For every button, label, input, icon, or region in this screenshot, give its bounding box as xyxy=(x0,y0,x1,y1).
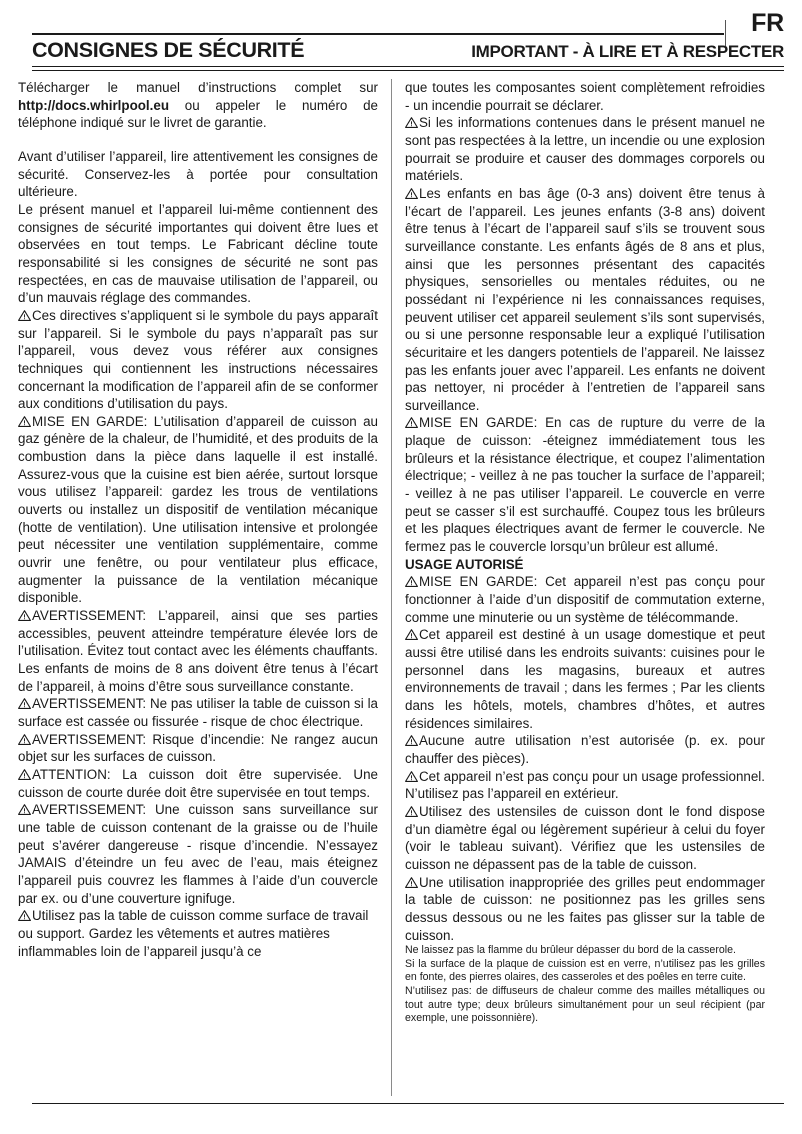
paragraph-cooling-continued: que toutes les composantes soient complètement refroidies - un incendie pourrait se déclarer. xyxy=(405,80,765,113)
left-column xyxy=(18,79,389,1096)
smallprint-heat-diffusers: N’utilisez pas: de diffuseurs de chaleur comme des mailles métalliques ou tout autre type; deux brûleurs simultanément pour un seul récipient (par exemple, une poissonnière). xyxy=(405,984,765,1025)
paragraph-hot-surfaces xyxy=(18,607,378,695)
warning-triangle-icon xyxy=(405,188,418,199)
paragraph-worktop-use xyxy=(18,907,378,960)
gas-warning-text: MISE EN GARDE: L’utilisation d’appareil de cuisson au gaz génère de la chaleur, de l’humidité, et des produits de la combustion dans la pièce dans laquelle il est installé. Assurez-vous que la cuisine est bien aérée, surtout lorsque vous utilisez l’appareil: gardez les trous de ventilations ouverts ou installez un dispositif de ventilation mécanique (hotte de ventilation). Une utilisation intensive et prolongée peut nécessiter une ventilation supplémentaire, comme ouvrir une fenêtre, ou pour ventilateur plus efficace, augmenter la puissance de la ventilation mécanique disponible. xyxy=(18,413,378,606)
footer-rule xyxy=(32,1103,784,1104)
paragraph-fire-risk-storage xyxy=(18,731,378,766)
paragraph-children-safety xyxy=(405,185,765,415)
smallprint-glass-surface: Si la surface de la plaque de cuission est en verre, n’utilisez pas les grilles en fonte, des pierres olaires, des casseroles et des poêles en terre cuite. xyxy=(405,957,765,984)
warning-triangle-icon xyxy=(405,629,418,640)
grate-misuse-text: Une utilisation inappropriée des grilles peut endommager la table de cuisson: ne positionnez pas les grilles sens dessus dessous ou ne les faites pas glisser sur la table de cuisson. xyxy=(405,874,765,943)
no-other-use-text: Aucune autre utilisation n’est autorisée (p. ex. pour chauffer des pièces). xyxy=(405,733,765,766)
warning-triangle-icon xyxy=(18,734,31,745)
paragraph-supervision xyxy=(18,766,378,801)
hot-surfaces-text: AVERTISSEMENT: L’appareil, ainsi que ses parties accessibles, peuvent atteindre température élevée lors de l’utilisation. Évitez tout contact avec les éléments chauffants. Les enfants de moins de 8 ans doivent être tenus à l’écart de l’appareil, à moins d’être sous surveillance constante. xyxy=(18,608,378,694)
warning-triangle-icon xyxy=(405,877,418,888)
paragraph-manual-compliance xyxy=(405,114,765,185)
fire-risk-storage-text: AVERTISSEMENT: Risque d’incendie: Ne rangez aucun objet sur les surfaces de cuisson. xyxy=(18,731,378,765)
paragraph-grease-fire xyxy=(18,801,378,907)
warning-triangle-icon xyxy=(405,735,418,746)
column-divider xyxy=(391,79,392,1096)
no-professional-use-text: Cet appareil n’est pas conçu pour un usage professionnel. N’utilisez pas l’appareil en extérieur. xyxy=(405,768,765,802)
smallprint-flame-size: Ne laissez pas la flamme du brûleur dépasser du bord de la casserole. xyxy=(405,944,736,957)
paragraph-cracked-surface xyxy=(18,695,378,730)
external-timer-text: MISE EN GARDE: Cet appareil n’est pas conçu pour fonctionner à l’aide d’un dispositif de commutation externe, comme une minuterie ou un système de télécommande. xyxy=(405,574,765,625)
warning-triangle-icon xyxy=(18,910,31,921)
page-subtitle: IMPORTANT - À LIRE ET À RESPECTER xyxy=(471,42,784,61)
content-columns xyxy=(18,79,784,1096)
paragraph-broken-glass xyxy=(405,414,765,555)
warning-triangle-icon xyxy=(18,610,31,621)
header-title-row xyxy=(32,38,784,63)
docs-url[interactable]: http://docs.whirlpool.eu xyxy=(18,97,170,113)
paragraph-domestic-use xyxy=(405,626,765,732)
children-safety-text: Les enfants en bas âge (0-3 ans) doivent être tenus à l’écart de l’appareil. Les jeunes enfants (3-8 ans) doivent être tenus à l’écart de l’appareil sauf s’ils se trouvent sous surveillance constante. Les enfants âgés de 8 ans et plus, ainsi que les personnes présentant des capacités physiques, sensorielles ou mentales réduites, ou ne possédant ni l’expérience ni les connaissances requises, peuvent utiliser cet appareil seulement s’ils sont supervisés, ou si une personne responsable leur a expliqué l’utilisation sécuritaire et les dangers potentiels de l’appareil. Ne laissez pas les enfants jouer avec l’appareil. Les enfants ne doivent pas nettoyer, ni procéder à l’entretien de l’appareil sans surveillance. xyxy=(405,185,765,413)
page-title: CONSIGNES DE SÉCURITÉ xyxy=(32,38,305,62)
download-text-tail: ou appeler le numéro de téléphone indiqué sur le livret de garantie. xyxy=(18,97,378,131)
section-heading-usage-autorise: USAGE AUTORISÉ xyxy=(405,556,524,572)
paragraph-manual-importance: Le présent manuel et l’appareil lui-même contiennent des consignes de sécurité importantes qui doivent être lues et observées en tout temps. Le Fabricant décline toute responsabilité si les consignes de sécurité ne sont pas respectées, en cas de mauvaise utilisation de l’appareil, ou d’un mauvais réglage des commandes. xyxy=(18,201,378,306)
warning-triangle-icon xyxy=(18,769,31,780)
header-double-rule xyxy=(32,66,784,71)
grease-fire-text: AVERTISSEMENT: Une cuisson sans surveillance sur une table de cuisson contenant de la graisse ou de l’huile peut s’avérer dangereuse - risque d’incendie. N’essayez JAMAIS d’éteindre un feu avec de l’eau, mais éteignez l’appareil puis couvrez les flammes à l’aide d’un couvercle par ex. ou d’une couverture ignifuge. xyxy=(18,802,378,906)
supervision-text: ATTENTION: La cuisson doit être supervisée. Une cuisson de courte durée doit être supervisée en tout temps. xyxy=(18,766,378,800)
paragraph-country-symbol xyxy=(18,307,378,413)
domestic-use-text: Cet appareil est destiné à un usage domestique et peut aussi être utilisé dans les endroits suivants: cuisines pour le personnel dans les magasins, bureaux et autres environnements de travail ; dans les fermes ; Par les clients dans les hôtels, motels, chambres d’hôtes, et autres résidences similaires. xyxy=(405,627,765,731)
warning-triangle-icon xyxy=(405,417,418,428)
paragraph-no-professional-use xyxy=(405,768,765,803)
broken-glass-text: MISE EN GARDE: En cas de rupture du verre de la plaque de cuisson: -éteignez immédiatement tous les brûleurs et la résistance électrique, et coupez l’alimentation électrique; - veillez à ne pas toucher la surface de l’appareil; - veillez à ne pas utiliser l’appareil. Le couvercle en verre peut se casser s’il est surchauffé. Coupez tous les brûleurs et les plaques électriques avant de fermer le couvercle. Ne fermez pas le couvercle lorsqu’un brûleur est allumé. xyxy=(405,415,765,555)
paragraph-external-timer xyxy=(405,573,765,626)
paragraph-download xyxy=(18,79,378,132)
header-rule-row xyxy=(32,9,784,37)
warning-triangle-icon xyxy=(405,576,418,587)
paragraph-cookware-diameter xyxy=(405,803,765,874)
warning-triangle-icon xyxy=(405,117,418,128)
cookware-diameter-text: Utilisez des ustensiles de cuisson dont le fond dispose d’un diamètre égal ou légèrement supérieur à celui du foyer (voir le tableau suivant). Vérifiez que les ustensiles de cuisson ne dépassent pas de la table de cuisson. xyxy=(405,803,765,872)
header-top-rule xyxy=(32,33,724,35)
page-header xyxy=(18,0,784,70)
paragraph-grate-misuse xyxy=(405,874,765,945)
warning-triangle-icon xyxy=(18,416,31,427)
warning-triangle-icon xyxy=(405,806,418,817)
warning-triangle-icon xyxy=(405,771,418,782)
country-symbol-text: Ces directives s’appliquent si le symbole du pays apparaît sur l’appareil. Si le symbole du pays n’apparaît pas sur l’appareil, vous devez vous référer aux consignes techniques qui contiennent les instructions nécessaires concernant la modification de l’appareil afin de se conformer aux conditions d’utilisation du pays. xyxy=(18,307,378,412)
paragraph-gas-warning xyxy=(18,413,378,607)
worktop-use-text: Utilisez pas la table de cuisson comme surface de travail ou support. Gardez les vêtements et autres matières inflammables loin de l’appareil jusqu’à ce xyxy=(18,908,369,959)
paragraph-no-other-use xyxy=(405,732,765,767)
manual-compliance-text: Si les informations contenues dans le présent manuel ne sont pas respectées à la lettre, un incendie ou une explosion pourrait se produire et causer des dommages corporels ou matériels. xyxy=(405,115,765,184)
download-text-lead: Télécharger le manuel d’instructions complet sur xyxy=(18,80,378,95)
warning-triangle-icon xyxy=(18,698,31,709)
warning-triangle-icon xyxy=(18,310,31,321)
right-column xyxy=(394,79,765,1096)
language-code: FR xyxy=(751,9,784,37)
warning-triangle-icon xyxy=(18,804,31,815)
cracked-surface-text: AVERTISSEMENT: Ne pas utiliser la table de cuisson si la surface est cassée ou fissurée - risque de choc électrique. xyxy=(18,696,378,729)
paragraph-read-first: Avant d’utiliser l’appareil, lire attentivement les consignes de sécurité. Conservez-les à portée pour consultation ultérieure. xyxy=(18,148,378,200)
